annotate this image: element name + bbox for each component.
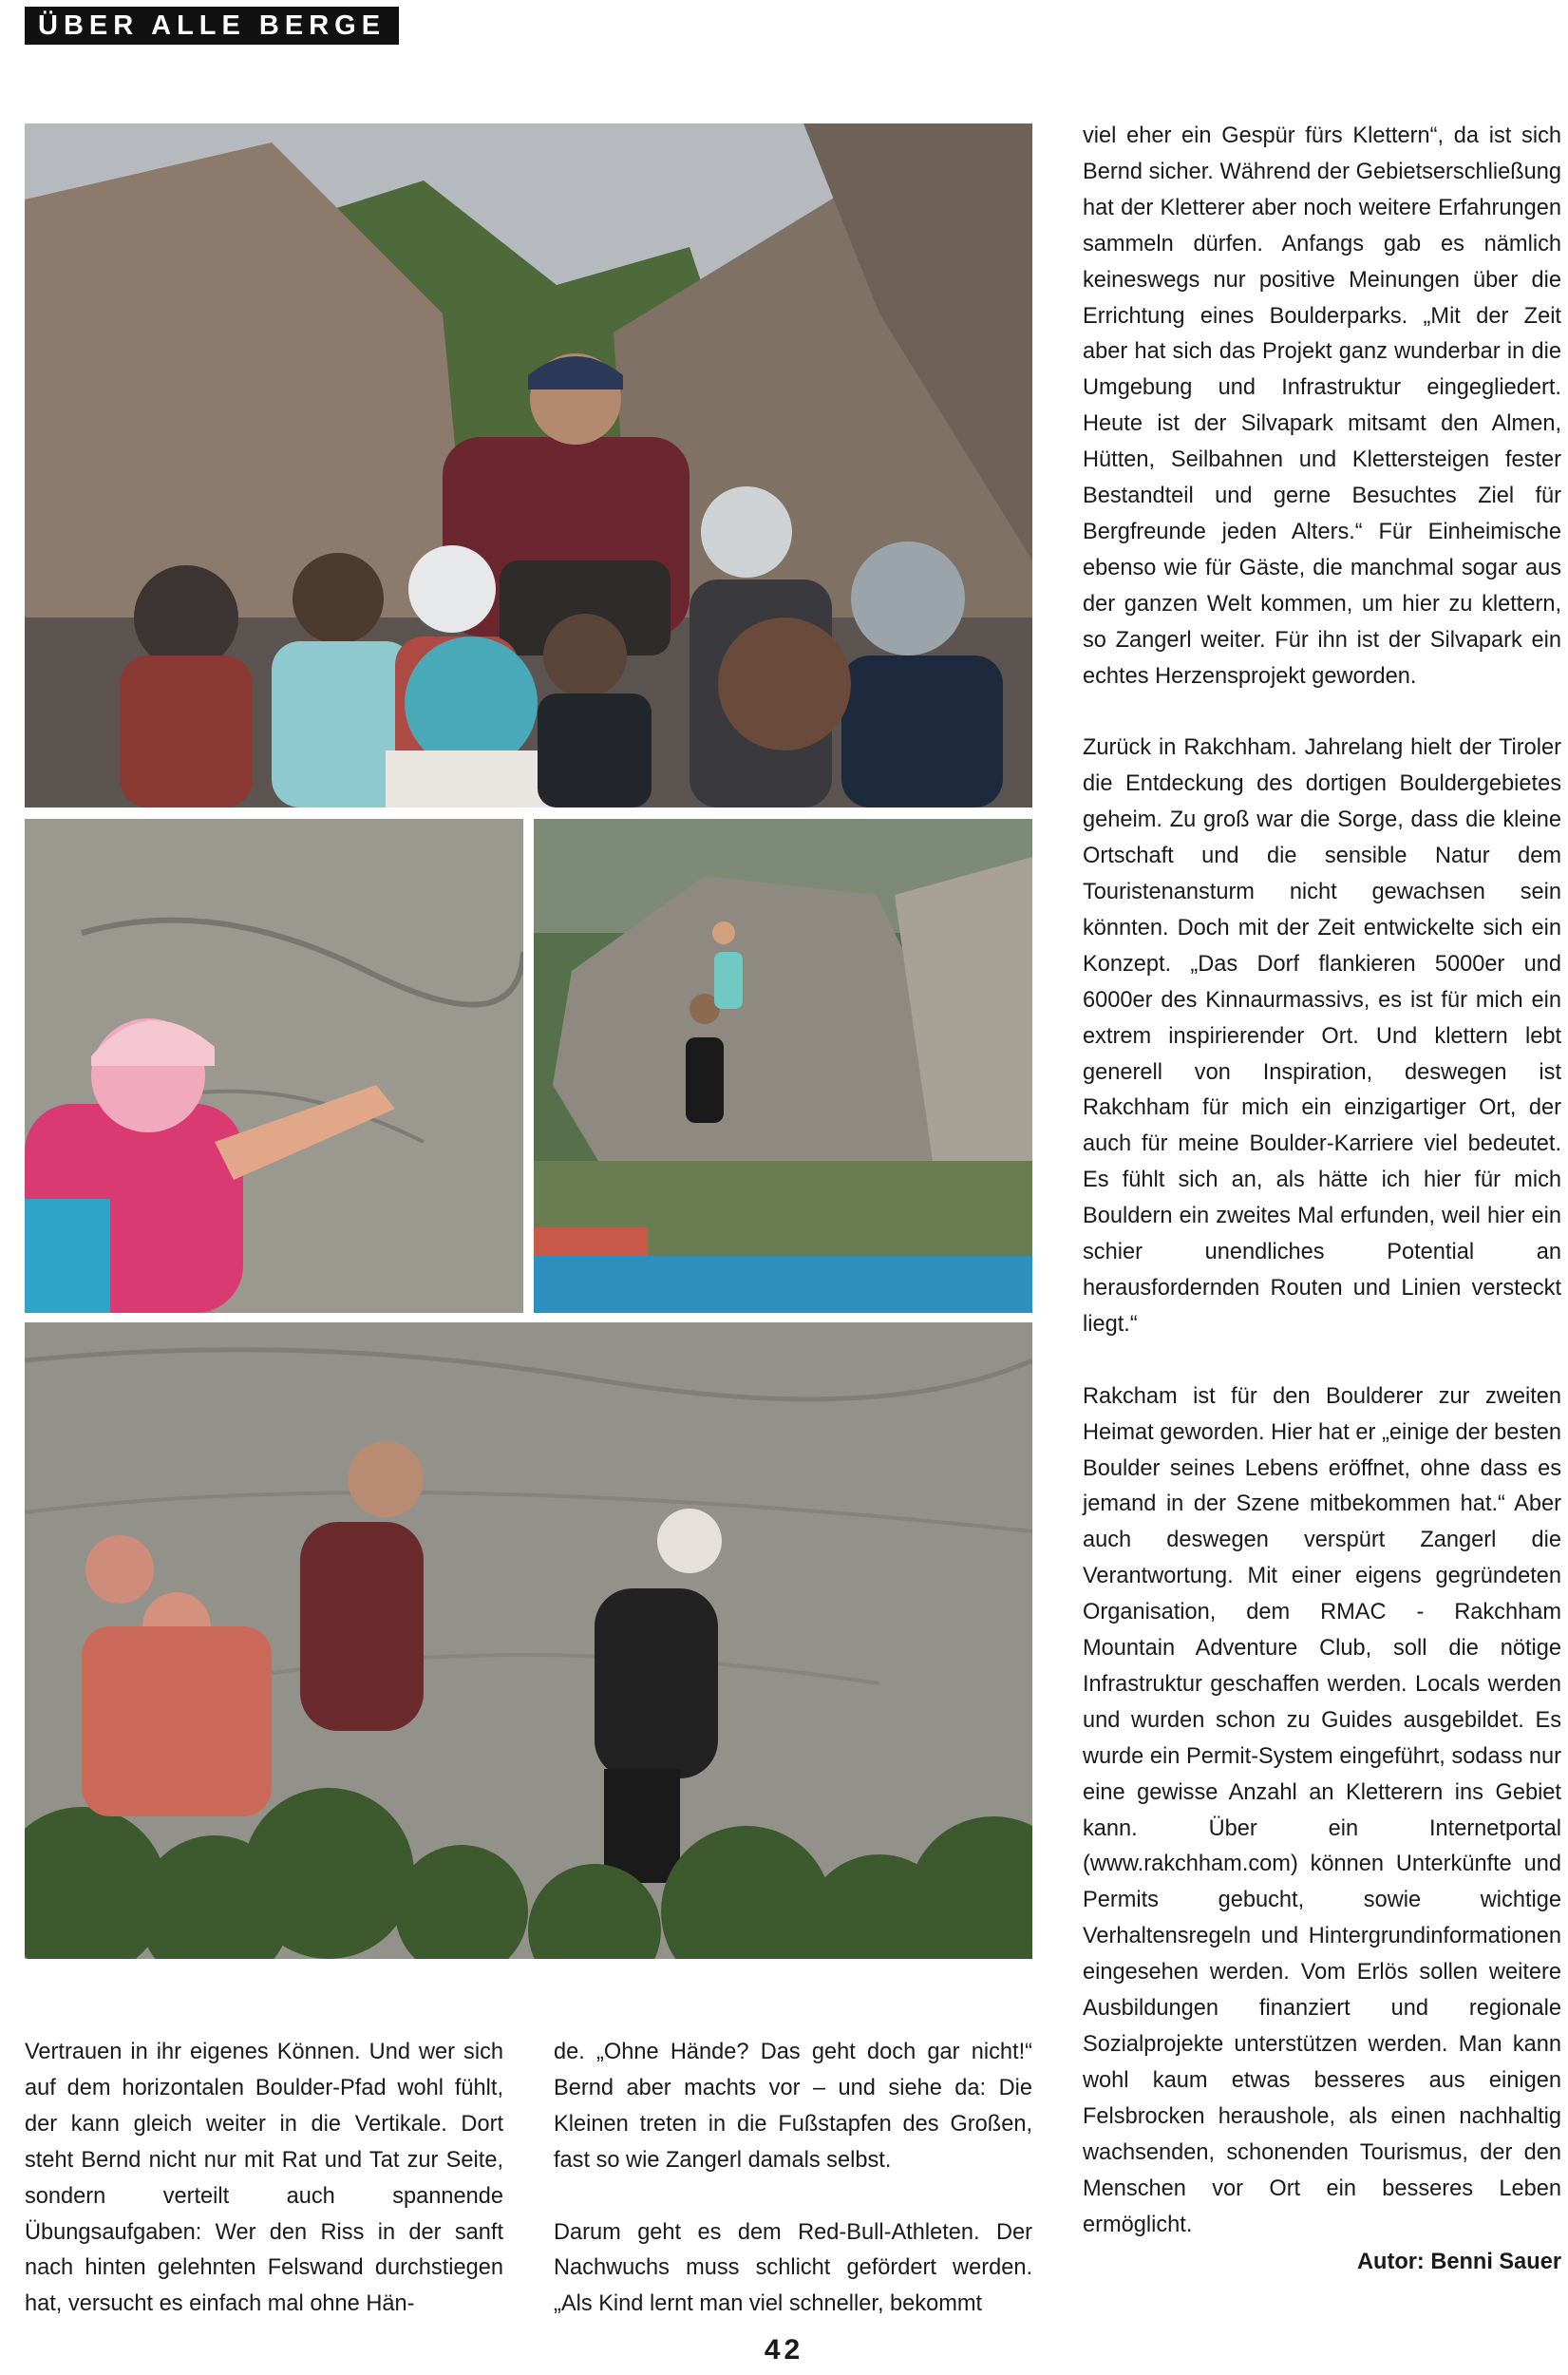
middle-paragraph-2: Darum geht es dem Red-Bull-Athleten. Der Nachwuchs muss schlicht gefördert werden. „Als Kind lernt man viel schneller, bekommt (554, 2219, 1032, 2317)
right-paragraph-2: Zurück in Rakchham. Jahrelang hielt der Tiroler die Entdeckung des dortigen Bouldergebietes geheim. Zu groß war die Sorge, dass die kleine Ortschaft und die sensible Natur dem Touristenansturm nicht gewachsen sein könnten. Doch mit der Zeit entwickelte sich ein Konzept. „Das Dorf flankieren 5000er und 6000er des Kinnaurmassivs, es ist für mich ein extrem inspirierender Ort. Und klettern lebt generell von Inspiration, deswegen ist Rakchham für mich ein einzigartiger Ort, der auch für meine Boulder-Karriere viel bedeutet. Es fühlt sich an, als hätte ich hier für mich Bouldern ein zweites Mal erfunden, weil hier ein schier unendliches Potential an herausfordernden Routen und Linien versteckt liegt.“ (1083, 735, 1561, 1337)
author-credit: Autor: Benni Sauer (1357, 2250, 1561, 2275)
photo-middle-right (534, 819, 1032, 1313)
right-column (1083, 119, 1561, 2281)
left-paragraph-1: Vertrauen in ihr eigenes Können. Und wer sich auf dem horizontalen Boulder-Pfad wohl fühlt, der kann gleich weiter in die Vertikale. Dort steht Bernd nicht nur mit Rat und Tat zur Seite, sondern verteilt auch spannende Übungsaufgaben: Wer den Riss in der sanft nach hinten gelehnten Felswand durchstiegen hat, versucht es einfach mal ohne Hän- (25, 2040, 503, 2317)
page-number: 42 (764, 2334, 804, 2366)
middle-paragraph-1: de. „Ohne Hände? Das geht doch gar nicht!“ Bernd aber machts vor – und siehe da: Die Kleinen treten in die Fußstapfen des Großen, fast so wie Zangerl damals selbst. (554, 2040, 1032, 2173)
photo-bottom (25, 1322, 1032, 1959)
section-title: ÜBER ALLE BERGE (25, 7, 399, 45)
bottom-left-column (25, 2035, 503, 2323)
right-paragraph-3: Rakcham ist für den Boulderer zur zweiten Heimat geworden. Hier hat er „einige der besten Boulder seines Lebens eröffnet, ohne dass es jemand in der Szene mitbekommen hat.“ Aber auch deswegen verspürt Zangerl die Verantwortung. Mit einer eigens gegründeten Organisation, dem RMAC - Rakchham Mountain Adventure Club, soll die nötige Infrastruktur geschaffen werden. Locals werden und wurden schon zu Guides ausgebildet. Es wurde ein Permit-System eingeführt, sodass nur eine gewisse Anzahl an Kletterern ins Gebiet kann. Über ein Internetportal (www.rakchham.com) können Unterkünfte und Permits gebucht, sowie wichtige Verhaltensregeln und Hintergrundinformationen eingesehen werden. Vom Erlös sollen weitere Ausbildungen finanziert und regionale Sozialprojekte unterstützen werden. Man kann wohl kaum etwas besseres aus einigen Felsbrocken heraushole, als einen nachhaltig wachsenden, schonenden Tourismus, der den Menschen vor Ort ein besseres Leben ermöglicht. (1083, 1383, 1561, 2237)
photo-middle-left (25, 819, 523, 1313)
photo-top (25, 124, 1032, 808)
bottom-middle-column (554, 2035, 1032, 2323)
right-paragraph-1: viel eher ein Gespür fürs Klettern“, da ist sich Bernd sicher. Während der Gebietserschließung hat der Kletterer aber noch weitere Erfahrungen sammeln dürfen. Anfangs gab es nämlich keineswegs nur positive Meinungen über die Errichtung eines Boulderparks. „Mit der Zeit aber hat sich das Projekt ganz wunderbar in die Umgebung und Infrastruktur eingegliedert. Heute ist der Silvapark mitsamt den Almen, Hütten, Seilbahnen und Klettersteigen fester Bestandteil und gerne Besuchtes Ziel für Bergfreunde jeden Alters.“ Für Einheimische ebenso wie für Gäste, die manchmal sogar aus der ganzen Welt kommen, um hier zu klettern, so Zangerl weiter. Für ihn ist der Silvapark ein echtes Herzensprojekt geworden. (1083, 124, 1561, 689)
